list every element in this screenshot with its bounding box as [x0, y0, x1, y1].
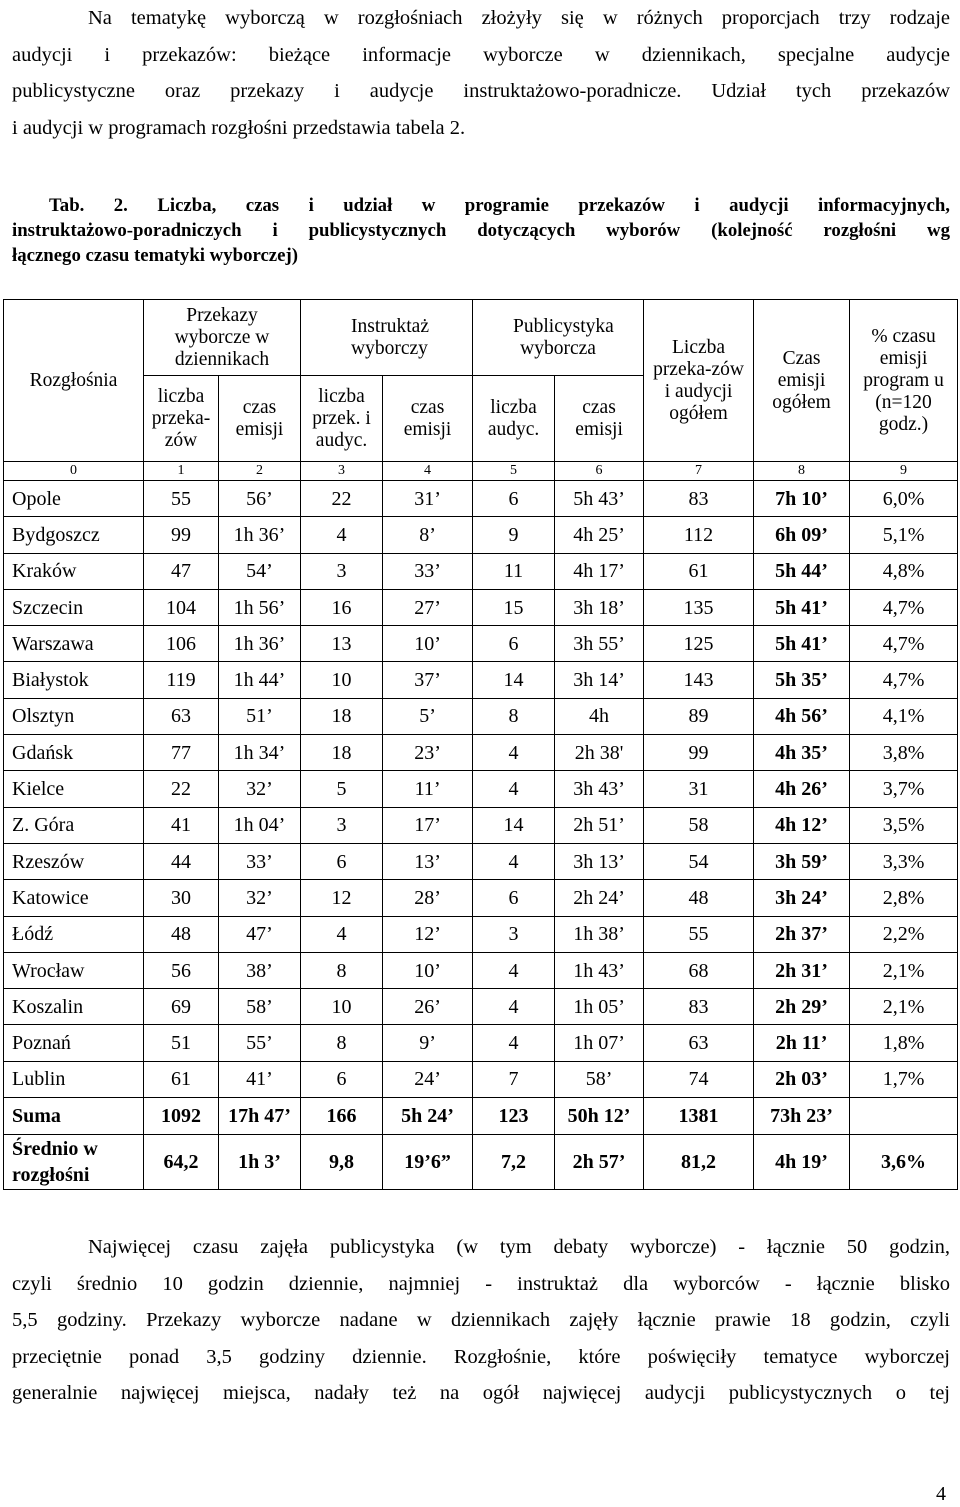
table-cell: 4h 56’: [754, 698, 850, 734]
table-row: [4, 989, 958, 1025]
header-commentary-time: czas emisji: [555, 376, 644, 462]
table-cell: 9,8: [301, 1134, 383, 1189]
table-cell: 8’: [383, 517, 473, 553]
station-name-cell: Opole: [4, 481, 144, 517]
table-cell: 5: [301, 771, 383, 807]
table-cell: 2,1%: [850, 989, 958, 1025]
table-cell: 68: [644, 952, 754, 988]
table-cell: 3h 14’: [555, 662, 644, 698]
table-cell: 61: [644, 553, 754, 589]
table-cell: 3h 43’: [555, 771, 644, 807]
table-cell: 3,7%: [850, 771, 958, 807]
closing-line: generalnie najwięcej miejsca, nadały też na ogół najwięcej audycji publicystycznych o tej: [12, 1382, 950, 1404]
table-cell: 51’: [219, 698, 301, 734]
table-cell: 4,1%: [850, 698, 958, 734]
table-cell: 17h 47’: [219, 1098, 301, 1134]
table-cell: 1h 07’: [555, 1025, 644, 1061]
table-cell: 22: [301, 481, 383, 517]
table-cell: 6: [473, 481, 555, 517]
table-cell: 1381: [644, 1098, 754, 1134]
table-cell: 10’: [383, 626, 473, 662]
table-cell: 1h 56’: [219, 589, 301, 625]
table-cell: 4: [473, 843, 555, 879]
station-name-cell: Olsztyn: [4, 698, 144, 734]
table-row: [4, 952, 958, 988]
table-cell: 48: [644, 880, 754, 916]
intro-line: publicystyczne oraz przekazy i audycje instruktażowo-poradnicze. Udział tych przekazów: [12, 80, 950, 102]
table-cell: 4h 19’: [754, 1134, 850, 1189]
table-cell: 13: [301, 626, 383, 662]
table-cell: 99: [644, 735, 754, 771]
table-cell: 3h 59’: [754, 843, 850, 879]
table-cell: 11’: [383, 771, 473, 807]
intro-line: audycji i przekazów: bieżące informacje wyborcze w dziennikach, specjalne audycje: [12, 43, 950, 66]
column-number: 3: [301, 462, 383, 481]
table-cell: 3h 55’: [555, 626, 644, 662]
header-percent-time: % czasu emisji program u (n=120 godz.): [850, 300, 958, 462]
station-name-cell: Kielce: [4, 771, 144, 807]
station-name-cell: Kraków: [4, 553, 144, 589]
table-cell: 54’: [219, 553, 301, 589]
intro-line: i audycji w programach rozgłośni przedstawia tabela 2.: [12, 116, 466, 139]
table-cell: 4: [301, 916, 383, 952]
table-cell: 58’: [219, 989, 301, 1025]
row-label-cell: Suma: [4, 1098, 144, 1134]
table-cell: 14: [473, 662, 555, 698]
table-cell: 6,0%: [850, 481, 958, 517]
table-cell: 33’: [219, 843, 301, 879]
table-row: [4, 843, 958, 879]
header-instruction-time: czas emisji: [383, 376, 473, 462]
station-name-cell: Bydgoszcz: [4, 517, 144, 553]
header-total-count: Liczba przeka-zów i audycji ogółem: [644, 300, 754, 462]
table-cell: 8: [301, 1025, 383, 1061]
sum-row: [4, 1098, 958, 1134]
table-cell: 6: [301, 1061, 383, 1097]
header-commentary-count: liczba audyc.: [473, 376, 555, 462]
table-cell: 6h 09’: [754, 517, 850, 553]
table-cell: 135: [644, 589, 754, 625]
table-cell: 15: [473, 589, 555, 625]
table-cell: 6: [473, 626, 555, 662]
header-news-time: czas emisji: [219, 376, 301, 462]
table-cell: 63: [644, 1025, 754, 1061]
table-cell: 74: [644, 1061, 754, 1097]
table-cell: 5h 44’: [754, 553, 850, 589]
table-cell: 4: [473, 735, 555, 771]
table-cell: 47: [144, 553, 219, 589]
table-cell: 2h 37’: [754, 916, 850, 952]
table-cell: 3h 24’: [754, 880, 850, 916]
table-cell: 7h 10’: [754, 481, 850, 517]
table-cell: 56’: [219, 481, 301, 517]
table-cell: 30: [144, 880, 219, 916]
table-cell: 1h 34’: [219, 735, 301, 771]
header-commentary: Publicystyka wyborcza: [473, 300, 644, 376]
table-row: [4, 553, 958, 589]
table-cell: 4h 25’: [555, 517, 644, 553]
station-name-cell: Z. Góra: [4, 807, 144, 843]
table-cell: 112: [644, 517, 754, 553]
table-cell: 2h 03’: [754, 1061, 850, 1097]
table-cell: 55’: [219, 1025, 301, 1061]
column-number: 2: [219, 462, 301, 481]
table-cell: 3: [473, 916, 555, 952]
header-news-count: liczba przeka-zów: [144, 376, 219, 462]
table-cell: 7,2: [473, 1134, 555, 1189]
table-cell: 2h 57’: [555, 1134, 644, 1189]
table-cell: 2h 11’: [754, 1025, 850, 1061]
column-number: 5: [473, 462, 555, 481]
table-cell: 1,7%: [850, 1061, 958, 1097]
station-name-cell: Katowice: [4, 880, 144, 916]
station-name-cell: Poznań: [4, 1025, 144, 1061]
table-cell: 54: [644, 843, 754, 879]
table-cell: 50h 12’: [555, 1098, 644, 1134]
table-cell: 1092: [144, 1098, 219, 1134]
table-row: [4, 916, 958, 952]
table-cell: 2h 24’: [555, 880, 644, 916]
table-cell: 9’: [383, 1025, 473, 1061]
table-row: [4, 517, 958, 553]
table-cell: 55: [644, 916, 754, 952]
station-name-cell: Koszalin: [4, 989, 144, 1025]
table-cell: 37’: [383, 662, 473, 698]
table-cell: 6: [473, 880, 555, 916]
table-cell: 27’: [383, 589, 473, 625]
table-cell: 3h 18’: [555, 589, 644, 625]
table-cell: 19’6”: [383, 1134, 473, 1189]
table-cell: 12: [301, 880, 383, 916]
table-row: [4, 771, 958, 807]
table-cell: 1h 04’: [219, 807, 301, 843]
header-station: Rozgłośnia: [4, 300, 144, 462]
header-instruction-count: liczba przek. i audyc.: [301, 376, 383, 462]
table-cell: 9: [473, 517, 555, 553]
table-cell: 2,8%: [850, 880, 958, 916]
table-cell: 4: [473, 1025, 555, 1061]
row-label-cell: Średnio w rozgłośni: [4, 1134, 144, 1189]
caption-line: instruktażowo-poradniczych i publicystycznych dotyczących wyborów (kolejność rozgłośni wg: [12, 220, 950, 241]
table-cell: 104: [144, 589, 219, 625]
table-cell: 4h 12’: [754, 807, 850, 843]
table-cell: 143: [644, 662, 754, 698]
table-row: [4, 589, 958, 625]
table-cell: 4h: [555, 698, 644, 734]
table-cell: 4h 17’: [555, 553, 644, 589]
table-cell: 3,6%: [850, 1134, 958, 1189]
table-cell: 17’: [383, 807, 473, 843]
station-name-cell: Szczecin: [4, 589, 144, 625]
table-cell: 3: [301, 553, 383, 589]
table-cell: 41’: [219, 1061, 301, 1097]
table-cell: 10’: [383, 952, 473, 988]
table-cell: 3h 13’: [555, 843, 644, 879]
closing-paragraph: [12, 1229, 950, 1412]
table-cell: 4,7%: [850, 626, 958, 662]
table-cell: 47’: [219, 916, 301, 952]
intro-line: Na tematykę wyborczą w rozgłośniach złożyły się w różnych proporcjach trzy rodzaje: [88, 7, 950, 29]
table-row: [4, 698, 958, 734]
table-cell: 31’: [383, 481, 473, 517]
table-cell: 32’: [219, 771, 301, 807]
table-cell: 16: [301, 589, 383, 625]
table-cell: 4h 35’: [754, 735, 850, 771]
table-cell: 41: [144, 807, 219, 843]
table-row: [4, 1061, 958, 1097]
table-row: [4, 880, 958, 916]
table-row: [4, 626, 958, 662]
closing-line: Najwięcej czasu zajęła publicystyka (w tym debaty wyborcze) - łącznie 50 godzin,: [88, 1236, 950, 1258]
table-cell: 2h 29’: [754, 989, 850, 1025]
table-cell: 31: [644, 771, 754, 807]
table-cell: 1h 44’: [219, 662, 301, 698]
column-number: 1: [144, 462, 219, 481]
table-cell: 83: [644, 989, 754, 1025]
table-cell: 44: [144, 843, 219, 879]
table-cell: 5h 35’: [754, 662, 850, 698]
table-cell: 69: [144, 989, 219, 1025]
table-cell: 33’: [383, 553, 473, 589]
table-cell: 3: [301, 807, 383, 843]
station-name-cell: Lublin: [4, 1061, 144, 1097]
table-cell: 4,7%: [850, 662, 958, 698]
column-number-row: [4, 462, 958, 481]
page-number: 4: [936, 1483, 946, 1505]
table-cell: 4,7%: [850, 589, 958, 625]
station-name-cell: Gdańsk: [4, 735, 144, 771]
table-cell: 13’: [383, 843, 473, 879]
column-number: 8: [754, 462, 850, 481]
table-cell: 56: [144, 952, 219, 988]
table-cell: 106: [144, 626, 219, 662]
column-number: 0: [4, 462, 144, 481]
table-cell: 11: [473, 553, 555, 589]
table-caption: [12, 193, 950, 268]
table-cell: 5h 24’: [383, 1098, 473, 1134]
table-cell: 73h 23’: [754, 1098, 850, 1134]
table-cell: 3,5%: [850, 807, 958, 843]
table-cell: 22: [144, 771, 219, 807]
table-cell: 55: [144, 481, 219, 517]
column-number: 9: [850, 462, 958, 481]
average-row: [4, 1134, 958, 1189]
table-cell: 23’: [383, 735, 473, 771]
station-name-cell: Rzeszów: [4, 843, 144, 879]
column-number: 4: [383, 462, 473, 481]
table-cell: 99: [144, 517, 219, 553]
table-cell: 5h 43’: [555, 481, 644, 517]
table-cell: 8: [301, 952, 383, 988]
table-cell: 125: [644, 626, 754, 662]
table-cell: 1h 38’: [555, 916, 644, 952]
header-instruction: Instruktaż wyborczy: [301, 300, 473, 376]
table-cell: 7: [473, 1061, 555, 1097]
station-name-cell: Łódź: [4, 916, 144, 952]
table-cell: 166: [301, 1098, 383, 1134]
table-cell: 1h 05’: [555, 989, 644, 1025]
table-cell: 2h 31’: [754, 952, 850, 988]
table-cell: 4: [473, 989, 555, 1025]
table-row: [4, 662, 958, 698]
table-row: [4, 807, 958, 843]
table-cell: 4: [301, 517, 383, 553]
table-cell: 6: [301, 843, 383, 879]
table-row: [4, 481, 958, 517]
header-total-time: Czas emisji ogółem: [754, 300, 850, 462]
table-cell: 18: [301, 735, 383, 771]
table-cell: 28’: [383, 880, 473, 916]
table-cell: 5,1%: [850, 517, 958, 553]
station-name-cell: Warszawa: [4, 626, 144, 662]
table-cell: 89: [644, 698, 754, 734]
table-cell: 2,2%: [850, 916, 958, 952]
table-cell: 4,8%: [850, 553, 958, 589]
table-cell: 4h 26’: [754, 771, 850, 807]
table-row: [4, 735, 958, 771]
table-cell: 1h 36’: [219, 517, 301, 553]
table-cell: 123: [473, 1098, 555, 1134]
table-cell: 3,3%: [850, 843, 958, 879]
table-cell: 3,8%: [850, 735, 958, 771]
table-cell: 18: [301, 698, 383, 734]
table-body: [4, 481, 958, 1098]
caption-line: Tab. 2. Liczba, czas i udział w programie przekazów i audycji informacyjnych,: [49, 195, 950, 216]
table-cell: 51: [144, 1025, 219, 1061]
table-cell: 5h 41’: [754, 589, 850, 625]
caption-line: łącznego czasu tematyki wyborczej): [12, 245, 298, 266]
table-cell: 1,8%: [850, 1025, 958, 1061]
closing-line: czyli średnio 10 godzin dziennie, najmniej - instruktaż dla wyborców - łącznie blisko: [12, 1272, 950, 1295]
election-broadcast-table: [3, 299, 958, 1190]
station-name-cell: Wrocław: [4, 952, 144, 988]
table-cell: 24’: [383, 1061, 473, 1097]
table-cell: 26’: [383, 989, 473, 1025]
table-row: [4, 1025, 958, 1061]
intro-paragraph: [12, 0, 950, 146]
table-cell: 64,2: [144, 1134, 219, 1189]
table-cell: 77: [144, 735, 219, 771]
table-cell: 2,1%: [850, 952, 958, 988]
table-cell: 48: [144, 916, 219, 952]
column-number: 6: [555, 462, 644, 481]
table-cell: 2h 38': [555, 735, 644, 771]
table-cell: 4: [473, 771, 555, 807]
header-news-items: Przekazy wyborcze w dziennikach: [144, 300, 301, 376]
table-cell: 61: [144, 1061, 219, 1097]
table-cell: 63: [144, 698, 219, 734]
table-cell: 10: [301, 662, 383, 698]
table-cell: [850, 1098, 958, 1134]
table-cell: 119: [144, 662, 219, 698]
closing-line: 5,5 godziny. Przekazy wyborcze nadane w dziennikach zajęły łącznie prawie 18 godzin, czyli: [12, 1309, 950, 1331]
table-cell: 14: [473, 807, 555, 843]
table-cell: 58: [644, 807, 754, 843]
table-cell: 58’: [555, 1061, 644, 1097]
table-cell: 81,2: [644, 1134, 754, 1189]
table-cell: 2h 51’: [555, 807, 644, 843]
table-cell: 12’: [383, 916, 473, 952]
table-cell: 1h 3’: [219, 1134, 301, 1189]
table-cell: 4: [473, 952, 555, 988]
table-cell: 1h 36’: [219, 626, 301, 662]
station-name-cell: Białystok: [4, 662, 144, 698]
table-cell: 83: [644, 481, 754, 517]
closing-line: przeciętnie ponad 3,5 godziny dziennie. Rozgłośnie, które poświęciły tematyce wyborczej: [12, 1345, 950, 1368]
table-cell: 1h 43’: [555, 952, 644, 988]
table-cell: 10: [301, 989, 383, 1025]
table-cell: 8: [473, 698, 555, 734]
table-cell: 5’: [383, 698, 473, 734]
table-cell: 32’: [219, 880, 301, 916]
column-number: 7: [644, 462, 754, 481]
table-cell: 5h 41’: [754, 626, 850, 662]
table-cell: 38’: [219, 952, 301, 988]
